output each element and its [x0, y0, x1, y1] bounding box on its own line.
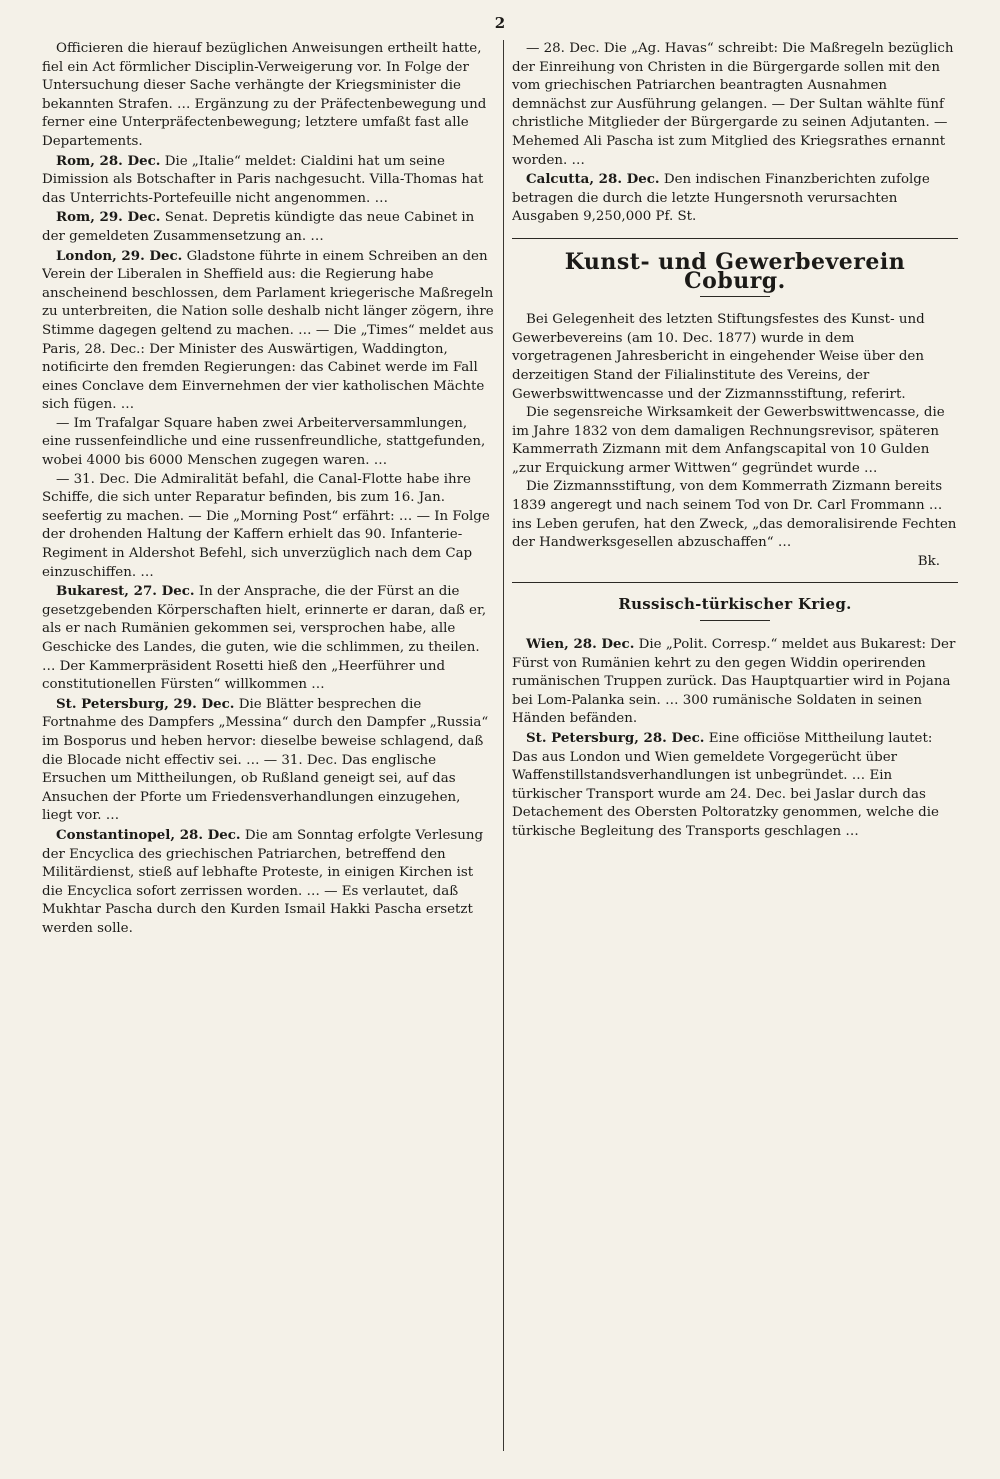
article-paragraph: Die Zizmannsstiftung, von dem Kommerrath Zizmann bereits 1839 angeregt und nach seinem Tod von Dr. Carl Frommann … ins Leben gerufen, hat den Zweck, „das demoralisirende Fechten der Handwerksgesellen abzuschaffen“ …: [512, 479, 957, 551]
article-text: Officieren die hierauf bezüglichen Anweisungen ertheilt hatte, fiel ein Act förmlicher Disciplin-Verweigerung vor. In Folge der Untersuchung dieser Sache verhängte der Kriegsminister die bekannten Strafen. … Ergänzung zu der Präfectenbewegung und ferner eine Unterpräfectenbewegung; letztere umfaßt fast alle Departements.: [42, 41, 487, 149]
article-text: In der Ansprache, die der Fürst an die gesetzgebenden Körperschaften hielt, erinnerte er daran, daß er, als er nach Rumänien gekommen sei, versprochen habe, alle Geschicke des Landes, die guten, wie die schlimmen, zu theilen. … Der Kammerpräsident Rosetti hieß den „Heerführer und constitutionellen Fürsten“ willkommen …: [42, 584, 487, 693]
article-dateline: Rom, 29. Dec.: [56, 209, 161, 226]
section-title-kunst: Kunst- und Gewerbeverein Coburg.: [564, 248, 906, 294]
article-text: Senat. Depretis kündigte das neue Cabinet in der gemeldeten Zusammensetzung an. …: [42, 210, 475, 244]
article-text: — 31. Dec. Die Admiralität befahl, die Canal-Flotte habe ihre Schiffe, die sich unter Reparatur befinden, bis zum 16. Jan. seefertig zu machen. — Die „Morning Post“ erfährt: … — In Folge der drohenden Haltung der Kaffern erhielt das 90. Infanterie-Regiment in Aldershot Befehl, sich unverzüglich nach dem Cap einzuschiffen. …: [42, 471, 490, 580]
article-signature: Bk.: [917, 553, 940, 569]
article-text: — 28. Dec. Die „Ag. Havas“ schreibt: Die Maßregeln bezüglich der Einreihung von Christen in die Bürgergarde sollen mit den vom griechischen Patriarchen beantragten Ausnahmen demnächst zur Ausführung gelangen. — Der Sultan wählte fünf christliche Mitglieder der Bürgergarde zu seinen Adjutanten. — Mehemed Ali Pascha ist zum Mitglied des Kriegsrathes ernannt worden. …: [512, 41, 954, 168]
article-dateline: St. Petersburg, 28. Dec.: [526, 730, 705, 746]
article-paragraph: [42, 826, 494, 939]
article-paragraph: [42, 152, 494, 209]
article-dateline: Wien, 28. Dec.: [526, 636, 635, 653]
right-column: [512, 40, 958, 1451]
article-text: Gladstone führte in einem Schreiben an den Verein der Liberalen in Sheffield aus: die Regierung habe anscheinend beschlossen, dem Parlament kriegerische Maßregeln zu unterbreiten, die Nation solle deshalb nicht länger zögern, ihre Stimme dagegen geltend zu machen. … — Die „Times“ meldet aus Paris, 28. Dec.: Der Minister des Auswärtigen, Waddington, notificirte den fremden Regierungen: das Cabinet werde im Fall eines Conclave dem Einvernehmen der vier katholischen Mächte sich fügen. …: [42, 248, 494, 413]
article-paragraph: Die segensreiche Wirksamkeit der Gewerbswittwencasse, die im Jahre 1832 von dem damaligen Rechnungsrevisor, späteren Kammerrath Zizmann mit dem Anfangscapital von 10 Gulden „zur Erquickung armer Wittwen“ gegründet wurde …: [512, 405, 945, 476]
article-text: Den indischen Finanzberichten zufolge betragen die durch die letzte Hungersnoth verursachten Ausgaben 9,250,000 Pf. St.: [512, 172, 930, 225]
title-rule: [700, 620, 770, 621]
article-paragraph: [42, 40, 494, 152]
article-paragraph: [42, 247, 494, 415]
article-paragraph: [42, 695, 494, 826]
article-paragraph: [512, 170, 958, 227]
article-dateline: London, 29. Dec.: [56, 247, 183, 264]
article-paragraph: Bei Gelegenheit des letzten Stiftungsfestes des Kunst- und Gewerbevereins (am 10. Dec. 1877) wurde in dem vorgetragenen Jahresbericht in eingehender Weise über den derzeitigen Stand der Filialinstitute des Vereins, der Gewerbswittwencasse und der Zizmannsstiftung, referirt.: [512, 312, 925, 402]
section-title-krieg: Russisch-türkischer Krieg.: [618, 595, 852, 614]
article-paragraph: [512, 40, 958, 170]
section-divider: [512, 582, 958, 583]
article-dateline: Bukarest, 27. Dec.: [56, 583, 195, 600]
article-paragraph: [512, 729, 958, 842]
page-number: 2: [494, 14, 506, 32]
article-text: Die „Polit. Corresp.“ meldet aus Bukarest: Der Fürst von Rumänien kehrt zu den gegen Widdin operirenden rumänischen Truppen zurück. Das Hauptquartier wird in Pojana bei Lom-Palanka sein. … 300 rumänische Soldaten in seinen Händen befänden.: [512, 637, 956, 727]
title-rule: [700, 296, 770, 297]
section-divider: [512, 238, 958, 239]
article-text: Die am Sonntag erfolgte Verlesung der Encyclica des griechischen Patriarchen, betreffend den Militärdienst, stieß auf lebhafte Proteste, in einigen Kirchen ist die Encyclica sofort zerrissen worden. … — Es verlautet, daß Mukhtar Pascha durch den Kurden Ismail Hakki Pascha ersetzt werden solle.: [42, 827, 484, 936]
article-text: Die Blätter besprechen die Fortnahme des Dampfers „Messina“ durch den Dampfer „Russia“ im Bosporus und heben hervor: dieselbe beweise schlagend, daß die Blocade nicht effectiv sei. … — 31. Dec. Das englische Ersuchen um Mittheilungen, ob Rußland geneigt sei, auf das Ansuchen der Pforte um Friedensverhandlungen einzugehen, liegt vor. …: [42, 696, 489, 824]
article-text: Die „Italie“ meldet: Cialdini hat um seine Dimission als Botschafter in Paris nachgesucht. Villa-Thomas hat das Unterrichts-Portefeuille nicht angenommen. …: [42, 153, 484, 206]
article-paragraph: [42, 208, 494, 246]
article-text: Eine officiöse Mittheilung lautet: Das aus London und Wien gemeldete Vorgegerücht über Waffenstillstandsverhandlungen ist unbegründet. … Ein türkischer Transport wurde am 24. Dec. bei Jaslar durch das Detachement des Obersten Poltoratzky genommen, welche die türkische Begleitung des Transports geschlagen …: [512, 731, 939, 839]
article-dateline: Calcutta, 28. Dec.: [526, 171, 660, 188]
left-column: [42, 40, 494, 1451]
article-paragraph: [42, 415, 494, 471]
article-dateline: Constantinopel, 28. Dec.: [56, 826, 241, 843]
article-paragraph: [512, 635, 958, 729]
column-divider: [503, 40, 504, 1451]
article-text: — Im Trafalgar Square haben zwei Arbeiterversammlungen, eine russenfeindliche und eine russenfreundliche, stattgefunden, wobei 4000 bis 6000 Menschen zugegen waren. …: [42, 415, 486, 469]
article-paragraph: [42, 582, 494, 695]
article-dateline: Rom, 28. Dec.: [56, 152, 161, 169]
article-dateline: St. Petersburg, 29. Dec.: [56, 695, 235, 712]
article-paragraph: [42, 471, 494, 583]
